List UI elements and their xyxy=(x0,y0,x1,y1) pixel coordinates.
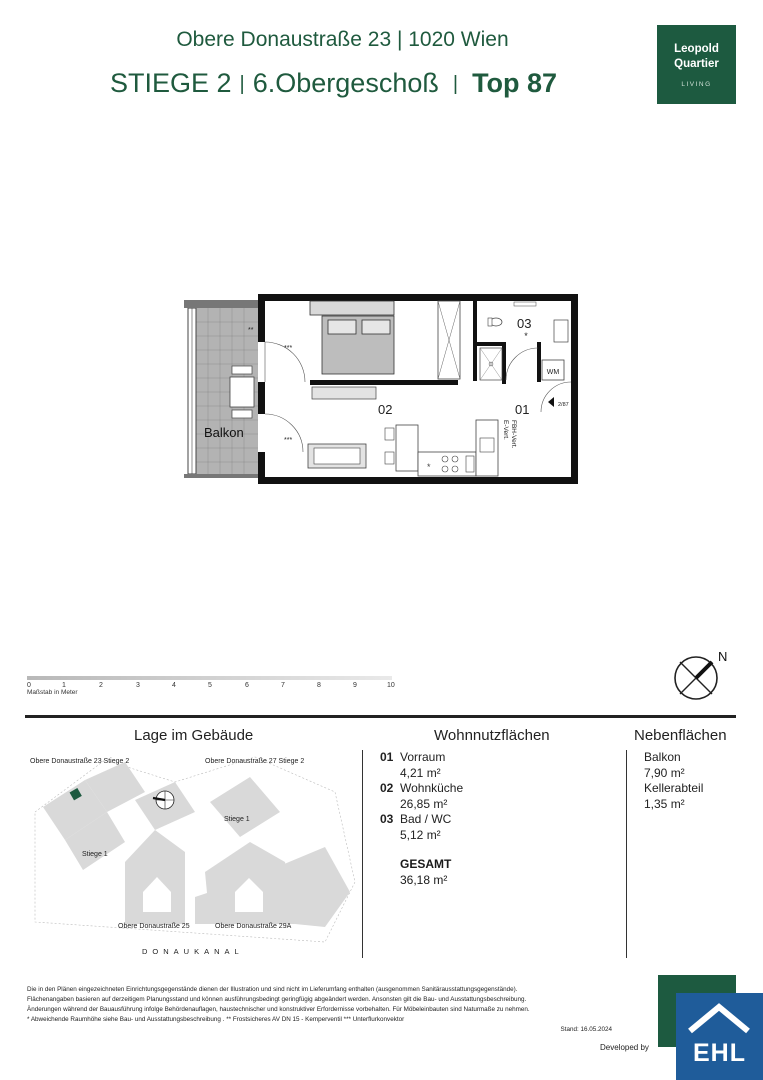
room-list xyxy=(380,750,610,843)
neben-name: Balkon xyxy=(644,750,681,764)
disclaimer-line: * Abweichende Raumhöhe siehe Bau- und Ausstattungsbeschreibung . ** Frostsicheres AV DN 15 - Kemperventil *** Unterflurkonvektor xyxy=(27,1016,405,1023)
site-label-23-stiege-2: Obere Donaustraße 23 Stiege 2 xyxy=(30,758,130,765)
compass-north-label: N xyxy=(718,650,728,664)
scale-caption: Maßstab in Meter xyxy=(27,689,78,696)
scale-tick: 6 xyxy=(245,682,249,689)
site-river-label: DONAUKANAL xyxy=(142,947,244,956)
ehl-logo xyxy=(676,993,763,1080)
scale-tick: 5 xyxy=(208,682,212,689)
fbh-vert-label: FBH-Vert. xyxy=(510,420,517,449)
project-address: Obere Donaustraße 23 | 1020 Wien xyxy=(176,28,509,51)
site-label-27-stiege-2: Obere Donaustraße 27 Stiege 2 xyxy=(205,758,305,765)
wohn-title: Wohnnutzflächen xyxy=(434,727,550,744)
scale-tick: 4 xyxy=(172,682,176,689)
room-area: 4,21 m² xyxy=(400,766,441,780)
room-name: Bad / WC xyxy=(400,812,452,826)
washing-machine-label: WM xyxy=(546,369,560,376)
heading-separator-2: | xyxy=(452,73,459,95)
disclaimer-line: Die in den Plänen eingezeichneten Einrichtungsgegenstände dienen der Illustration und sind nicht im Lieferumfang enthalten (ausgenommen Sanitärausstattungsgegenstände). xyxy=(27,986,518,993)
neben-name: Kellerabteil xyxy=(644,781,704,795)
radiator-mark-1: *** xyxy=(284,345,293,352)
room-name: Wohnküche xyxy=(400,781,464,795)
total-area xyxy=(400,857,451,887)
floor-plan xyxy=(180,292,580,487)
drain-mark: ** xyxy=(248,327,254,334)
scale-bar xyxy=(27,676,395,700)
room-02-number: 02 xyxy=(378,402,393,417)
stand-date: Stand: 16.05.2024 xyxy=(560,1026,612,1033)
disclaimer xyxy=(27,985,612,1033)
door-number: 2/87 xyxy=(558,402,569,408)
neben-area: 1,35 m² xyxy=(644,796,685,811)
disclaimer-line: Änderungen während der Bauausführung infolge Behördenauflagen, haustechnischer und konstruktiver Erfordernisse vorbehalten. Für Möbeleinbauten sind Naturmaße zu nehmen. xyxy=(27,1006,530,1013)
room-item xyxy=(380,812,610,843)
scale-tick: 0 xyxy=(27,682,31,689)
room-area: 26,85 m² xyxy=(400,797,448,811)
scale-tick: 1 xyxy=(62,682,66,689)
ehl-logo-text: EHL xyxy=(693,1039,746,1067)
section-divider xyxy=(25,715,736,718)
room-03-number: 03 xyxy=(517,316,532,331)
developed-by-label: Developed by xyxy=(600,1043,649,1052)
room-01-number: 01 xyxy=(515,402,530,417)
dining-table xyxy=(396,425,418,471)
heading-separator: | xyxy=(239,73,245,95)
kitchen-star: * xyxy=(427,462,431,472)
room-number: 02 xyxy=(380,781,394,795)
room-name: Vorraum xyxy=(400,750,446,764)
column-divider-1 xyxy=(362,750,363,958)
scale-tick: 10 xyxy=(387,682,395,689)
e-vert-label: E-Vert. xyxy=(502,420,509,440)
bath-star: * xyxy=(524,331,528,341)
room-item xyxy=(380,750,610,781)
neben-area: 7,90 m² xyxy=(644,765,685,780)
logo-line-2: Quartier xyxy=(674,58,719,70)
sideboard xyxy=(312,387,376,399)
floor-label: 6.Obergeschoß xyxy=(252,68,439,98)
column-divider-2 xyxy=(626,750,627,958)
site-label-25: Obere Donaustraße 25 xyxy=(118,923,190,930)
balkon-label: Balkon xyxy=(204,425,244,440)
room-number: 03 xyxy=(380,812,394,826)
stair-label: STIEGE 2 xyxy=(110,68,232,98)
neben-list xyxy=(644,750,703,812)
bed xyxy=(310,301,394,374)
disclaimer-line: Flächenangaben basieren auf derzeitigem Planungsstand und können ausführungsbedingt geringfügig abgeändert werden. Ansonsten gilt die Bau- und Ausstattungsbeschreibung. xyxy=(27,996,527,1003)
unit-heading xyxy=(110,68,557,99)
scale-tick: 3 xyxy=(136,682,140,689)
scale-bar-gradient xyxy=(27,676,392,680)
unit-number: Top 87 xyxy=(472,68,558,98)
scale-tick: 7 xyxy=(281,682,285,689)
scale-tick: 2 xyxy=(99,682,103,689)
site-label-stiege-1-left: Stiege 1 xyxy=(82,851,108,858)
entry-arrow-icon xyxy=(548,397,554,407)
lage-title: Lage im Gebäude xyxy=(134,727,254,744)
room-item xyxy=(380,781,610,812)
neben-title: Nebenflächen xyxy=(634,727,727,744)
north-compass-icon xyxy=(672,650,732,702)
leopold-quartier-logo xyxy=(657,25,736,104)
radiator-mark-2: *** xyxy=(284,437,293,444)
room-number: 01 xyxy=(380,750,394,764)
total-value: 36,18 m² xyxy=(400,873,448,887)
logo-line-1: Leopold xyxy=(674,43,719,55)
site-plan xyxy=(25,752,357,960)
logo-line-3: LIVING xyxy=(681,81,712,88)
scale-tick: 9 xyxy=(353,682,357,689)
site-label-29a: Obere Donaustraße 29A xyxy=(215,923,292,930)
room-area: 5,12 m² xyxy=(400,828,441,842)
scale-tick: 8 xyxy=(317,682,321,689)
site-label-stiege-1-right: Stiege 1 xyxy=(224,816,250,823)
total-label: GESAMT xyxy=(400,857,452,871)
